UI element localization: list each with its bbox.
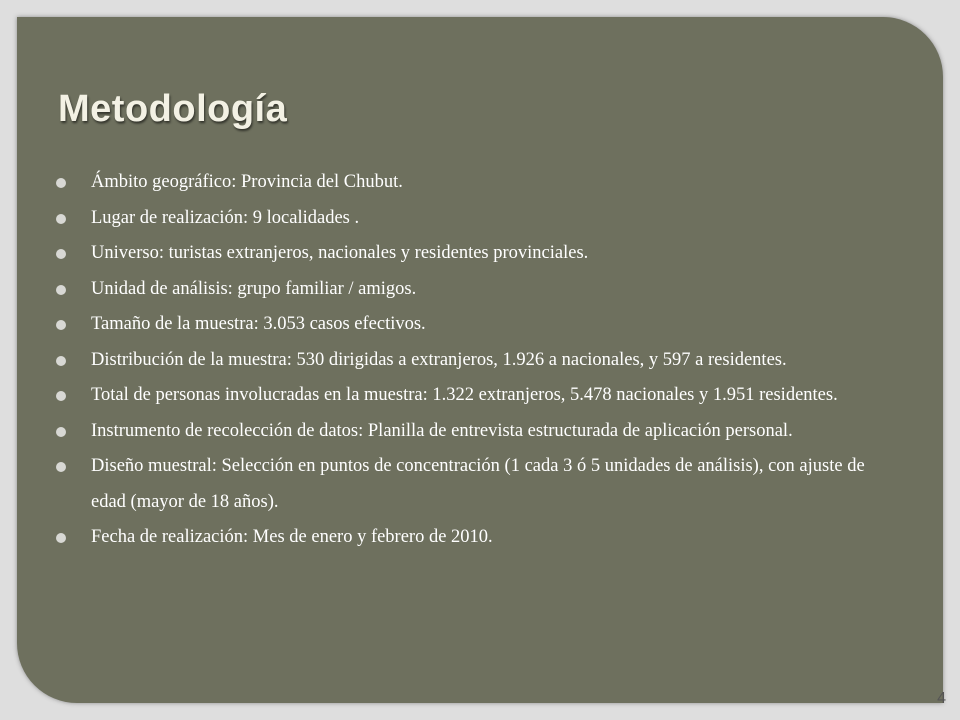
bullet-item [55,378,885,414]
page-number: 4 [937,690,946,707]
bullet-text: Tamaño de la muestra: 3.053 casos efectivos. [91,314,426,334]
bullet-text: Diseño muestral: Selección en puntos de concentración (1 cada 3 ó 5 unidades de análisis), con ajuste de edad (mayor de 18 años). [91,456,865,512]
bullet-item [55,165,885,201]
bullet-text: Total de personas involucradas en la muestra: 1.322 extranjeros, 5.478 nacionales y 1.951 residentes. [91,385,838,405]
bullet-text: Instrumento de recolección de datos: Planilla de entrevista estructurada de aplicación personal. [91,420,793,441]
bullet-item [55,343,885,379]
bullet-dot-icon [56,391,66,401]
bullet-text: Ámbito geográfico: Provincia del Chubut. [91,172,403,192]
bullet-dot-icon [56,320,66,330]
bullet-dot-icon [56,462,66,472]
bullet-dot-icon [56,214,66,224]
bullet-text: Unidad de análisis: grupo familiar / amigos. [91,278,417,299]
bullet-text: Universo: turistas extranjeros, nacionales y residentes provinciales. [91,243,589,263]
slide-title: Metodología [58,88,288,130]
bullet-text: Fecha de realización: Mes de enero y febrero de 2010. [91,527,493,547]
bullet-item [55,449,885,520]
bullet-item [55,307,885,343]
bullet-item [55,272,885,308]
bullet-item [55,201,885,237]
bullet-dot-icon [56,178,66,188]
bullet-item [55,236,885,272]
bullet-item [55,414,885,450]
bullet-text: Lugar de realización: 9 localidades . [91,207,360,228]
bullet-dot-icon [56,533,66,543]
bullet-text: Distribución de la muestra: 530 dirigidas a extranjeros, 1.926 a nacionales, y 597 a residentes. [91,349,787,370]
bullet-dot-icon [56,285,66,295]
bullet-item [55,520,885,556]
bullet-dot-icon [56,356,66,366]
bullet-dot-icon [56,427,66,437]
bullet-dot-icon [56,249,66,259]
bullet-list [55,165,885,556]
